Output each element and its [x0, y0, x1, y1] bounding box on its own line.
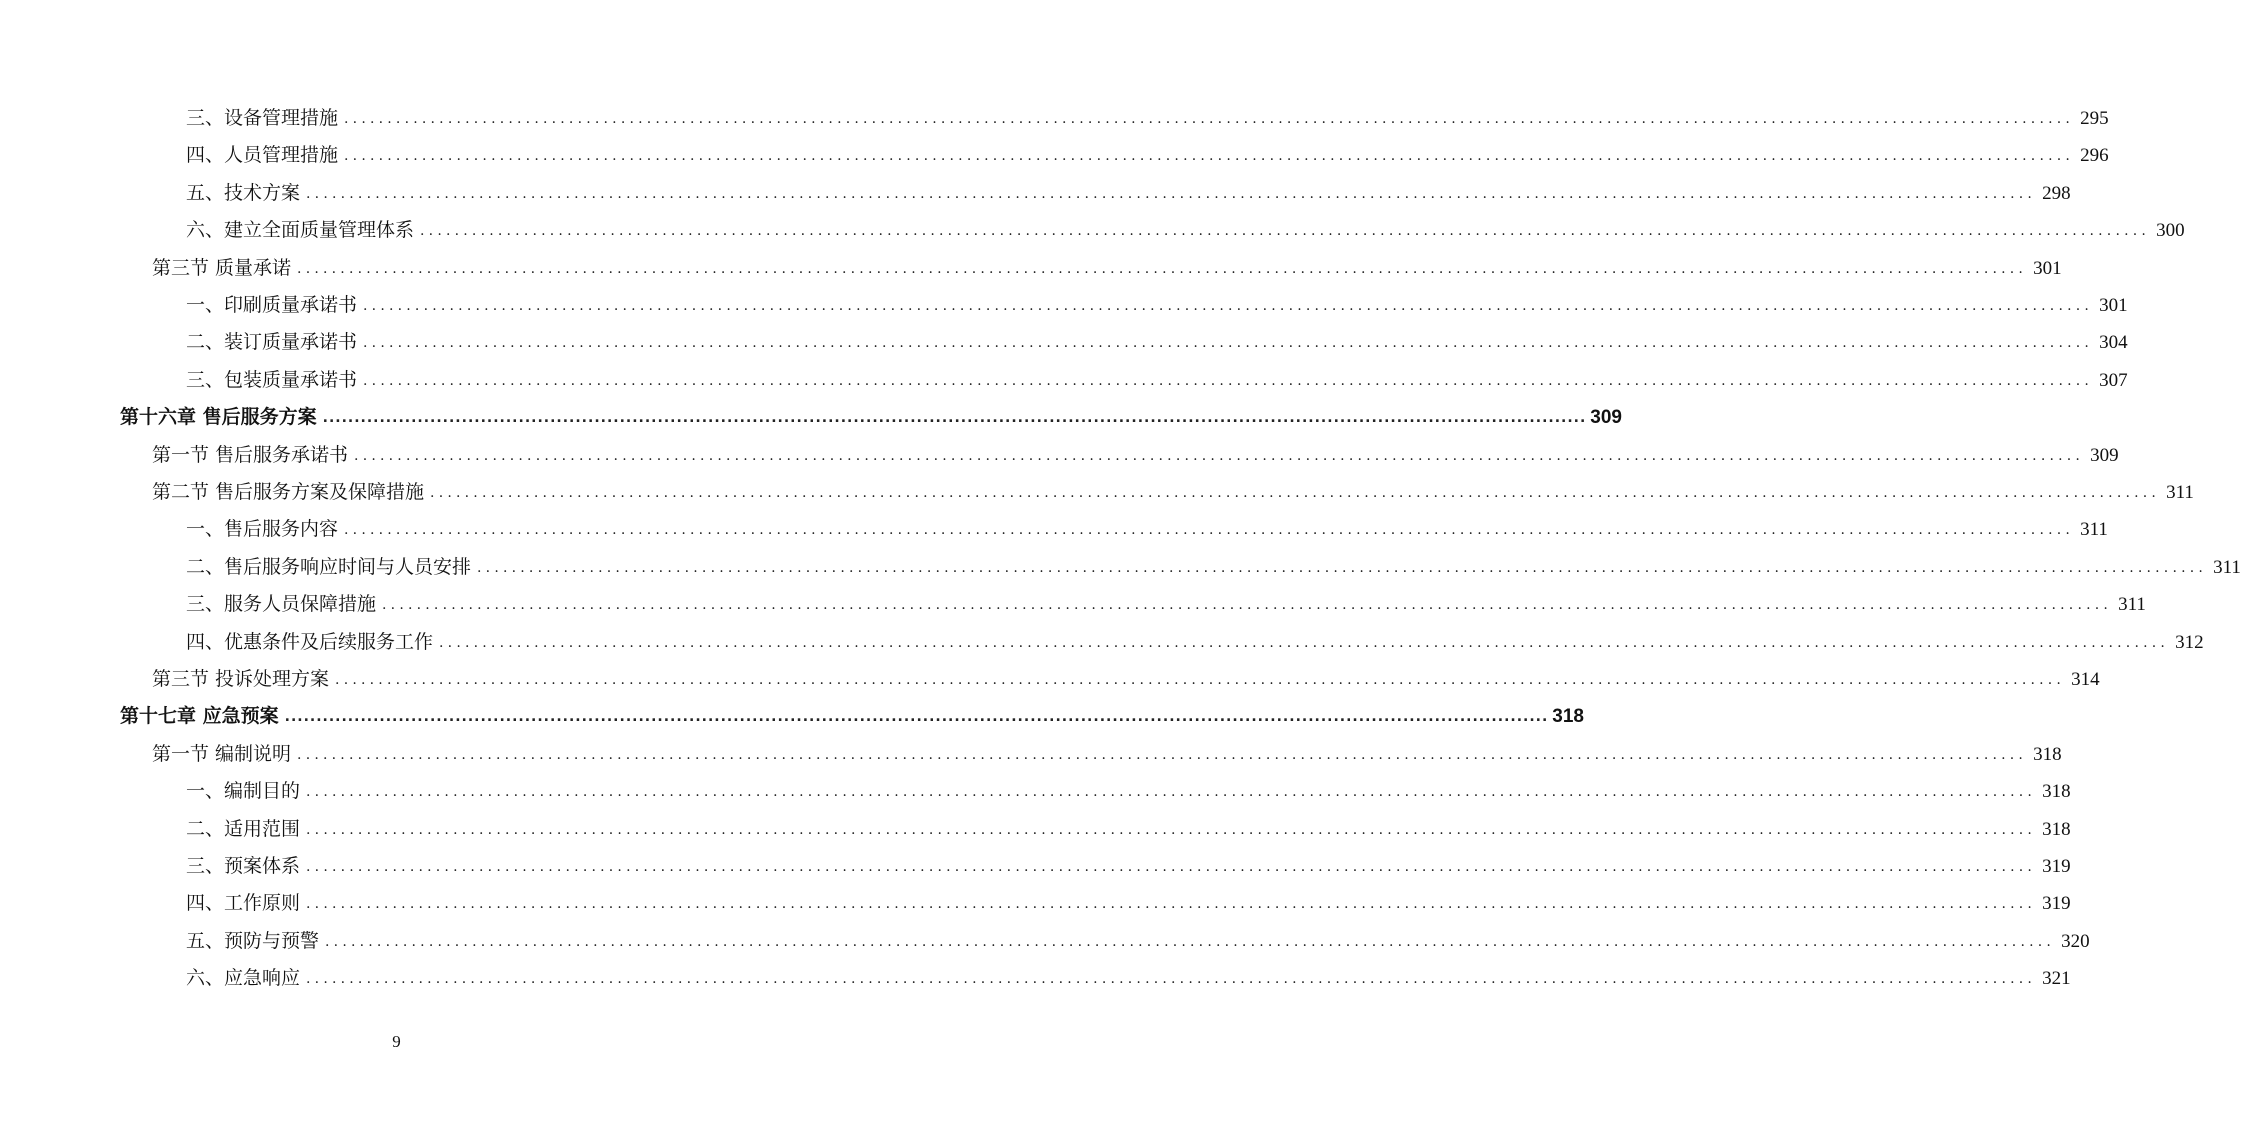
toc-entry-page-number: 309 [1590, 407, 1622, 429]
toc-entry-chapter[interactable] [120, 698, 1584, 728]
toc-entry-page-number: 309 [2090, 444, 2119, 466]
toc-entry-label: 四、优惠条件及后续服务工作 [186, 630, 434, 653]
toc-dot-leader: ........................................................................................................................................................................................................ [306, 821, 2037, 838]
toc-entry-label: 三、设备管理措施 [186, 107, 339, 129]
toc-entry-item[interactable] [186, 137, 2109, 167]
toc-dot-leader: ........................................................................................................................................................................................................ [306, 185, 2037, 202]
toc-entry-page-number: 321 [2042, 968, 2071, 990]
toc-entry-label: 第一节 售后服务承诺书 [152, 443, 349, 466]
toc-entry-page-number: 318 [2042, 781, 2071, 803]
toc-entry-item[interactable] [186, 923, 2090, 953]
toc-dot-leader: ........................................................................................................................................................................................................ [420, 223, 2151, 240]
toc-entry-item[interactable] [186, 811, 2071, 841]
toc-entry-label: 六、应急响应 [186, 967, 301, 990]
toc-entry-item[interactable] [186, 624, 2204, 654]
toc-dot-leader: ........................................................................................................................................................................................................ [477, 559, 2208, 576]
toc-dot-leader: ........................................................................................................................................................................................................ [284, 709, 1549, 726]
toc-entry-page-number: 301 [2099, 295, 2128, 316]
toc-entry-page-number: 311 [2166, 482, 2194, 503]
toc-entry-item[interactable] [186, 586, 2146, 616]
toc-entry-label: 一、编制目的 [186, 780, 301, 803]
toc-dot-leader: ........................................................................................................................................................................................................ [335, 672, 2066, 688]
toc-entry-item[interactable] [186, 100, 2109, 130]
toc-entry-page-number: 312 [2175, 631, 2204, 653]
toc-entry-label: 一、印刷质量承诺书 [186, 294, 358, 316]
toc-entry-label: 第二节 售后服务方案及保障措施 [152, 481, 425, 503]
toc-entry-item[interactable] [186, 773, 2071, 803]
toc-entry-page-number: 319 [2042, 893, 2071, 915]
toc-entry-page-number: 319 [2042, 856, 2071, 877]
toc-entry-label: 第十七章 应急预案 [120, 705, 279, 728]
toc-dot-leader: ........................................................................................................................................................................................................ [354, 447, 2085, 464]
toc-dot-leader: ........................................................................................................................................................................................................ [363, 298, 2094, 314]
toc-dot-leader: ........................................................................................................................................................................................................ [306, 784, 2037, 801]
toc-dot-leader: ........................................................................................................................................................................................................ [322, 410, 1587, 427]
toc-entry-page-number: 311 [2118, 594, 2146, 616]
toc-entry-label: 二、装订质量承诺书 [186, 331, 358, 354]
toc-entry-item[interactable] [186, 549, 2241, 579]
toc-entry-section[interactable] [152, 661, 2100, 691]
toc-entry-item[interactable] [186, 511, 2108, 541]
toc-entry-item[interactable] [186, 848, 2071, 878]
toc-entry-label: 第三节 质量承诺 [152, 256, 292, 279]
toc-entry-page-number: 301 [2033, 257, 2062, 279]
toc-entry-item[interactable] [186, 212, 2185, 242]
toc-entry-chapter[interactable] [120, 399, 1622, 429]
toc-entry-section[interactable] [152, 474, 2194, 504]
page-number: 9 [392, 1032, 401, 1051]
toc-entry-page-number: 318 [1552, 706, 1584, 728]
toc-dot-leader: ........................................................................................................................................................................................................ [306, 971, 2037, 988]
toc-entry-label: 三、服务人员保障措施 [186, 593, 377, 616]
toc-entry-page-number: 318 [2042, 818, 2071, 840]
toc-entry-label: 六、建立全面质量管理体系 [186, 219, 415, 242]
toc-dot-leader: ........................................................................................................................................................................................................ [363, 372, 2094, 389]
toc-entry-label: 五、技术方案 [186, 181, 301, 204]
toc-entry-page-number: 311 [2213, 556, 2241, 578]
toc-dot-leader: ........................................................................................................................................................................................................ [439, 634, 2170, 651]
toc-entry-item[interactable] [186, 175, 2071, 205]
toc-entry-label: 一、售后服务内容 [186, 518, 339, 541]
toc-entry-label: 四、人员管理措施 [186, 144, 339, 167]
toc-entry-label: 三、包装质量承诺书 [186, 368, 358, 391]
toc-entry-page-number: 296 [2080, 145, 2109, 167]
toc-entry-section[interactable] [152, 736, 2062, 766]
toc-dot-leader: ........................................................................................................................................................................................................ [325, 933, 2056, 950]
toc-entry-label: 五、预防与预警 [186, 929, 320, 952]
toc-entry-section[interactable] [152, 437, 2119, 467]
toc-entry-page-number: 300 [2156, 220, 2185, 242]
toc-entry-page-number: 311 [2080, 519, 2108, 541]
toc-entry-page-number: 318 [2033, 743, 2062, 765]
toc-entry-page-number: 298 [2042, 182, 2071, 204]
toc-dot-leader: ........................................................................................................................................................................................................ [306, 859, 2037, 875]
toc-entry-item[interactable] [186, 362, 2128, 392]
toc-dot-leader: ........................................................................................................................................................................................................ [344, 522, 2075, 539]
toc-entry-label: 第三节 投诉处理方案 [152, 668, 330, 690]
toc-entry-label: 第一节 编制说明 [152, 742, 292, 765]
toc-dot-leader: ........................................................................................................................................................................................................ [363, 335, 2094, 352]
toc-dot-leader: ........................................................................................................................................................................................................ [297, 260, 2028, 277]
toc-dot-leader: ........................................................................................................................................................................................................ [306, 896, 2037, 913]
toc-dot-leader: ........................................................................................................................................................................................................ [382, 597, 2113, 614]
toc-dot-leader: ........................................................................................................................................................................................................ [344, 111, 2075, 127]
toc-entry-page-number: 320 [2061, 930, 2090, 952]
toc-entry-label: 二、售后服务响应时间与人员安排 [186, 555, 472, 578]
toc-entry-label: 三、预案体系 [186, 855, 301, 877]
toc-entry-page-number: 314 [2071, 669, 2100, 690]
toc-entry-page-number: 304 [2099, 332, 2128, 354]
toc-entry-item[interactable] [186, 287, 2128, 317]
toc-dot-leader: ........................................................................................................................................................................................................ [297, 746, 2028, 763]
toc-entry-page-number: 307 [2099, 369, 2128, 391]
toc-entry-page-number: 295 [2080, 108, 2109, 129]
toc-entry-label: 第十六章 售后服务方案 [120, 406, 317, 429]
toc-entry-label: 四、工作原则 [186, 892, 301, 915]
toc-entry-section[interactable] [152, 250, 2062, 280]
toc-entry-item[interactable] [186, 960, 2071, 990]
toc-entry-item[interactable] [186, 324, 2128, 354]
toc-entry-label: 二、适用范围 [186, 817, 301, 840]
toc-dot-leader: ........................................................................................................................................................................................................ [430, 485, 2161, 501]
toc-entry-item[interactable] [186, 885, 2071, 915]
toc-dot-leader: ........................................................................................................................................................................................................ [344, 148, 2075, 165]
